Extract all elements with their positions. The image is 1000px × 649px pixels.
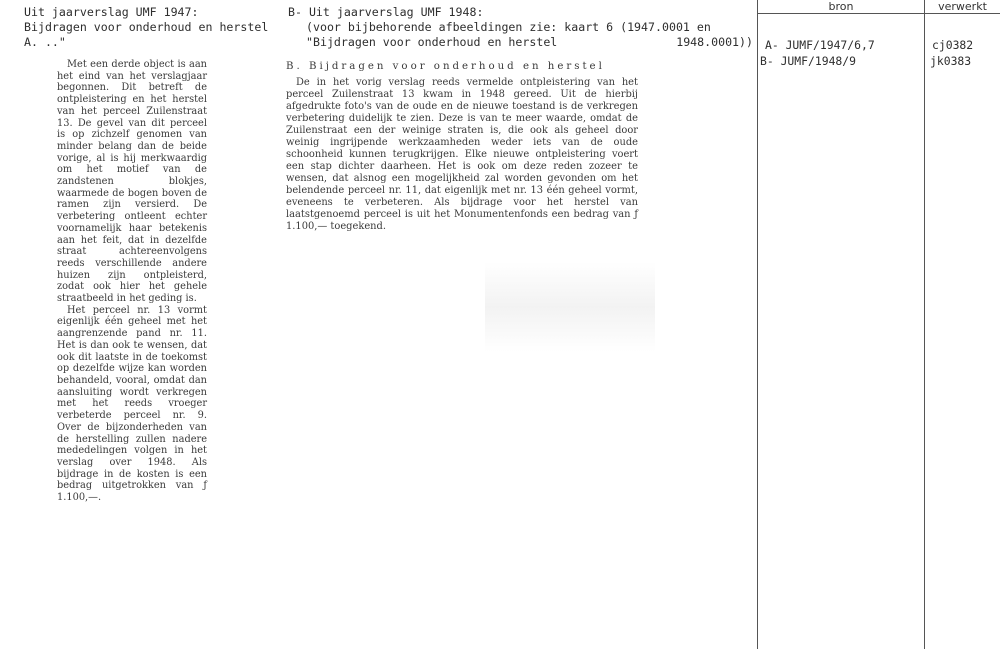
column-divider-verwerkt	[924, 0, 925, 649]
left-heading	[24, 5, 284, 50]
section-title: B. Bijdragen voor onderhoud en herstel	[286, 61, 605, 72]
left-column-text	[57, 59, 207, 504]
left-paragraph: Het perceel nr. 13 vormt eigenlijk één geheel met het aangrenzende pand nr. 11. Het is dan ook te wensen, dat ook dit laatste in de toekomst op dezelfde wijze kan worden behandeld, vooral, omdat dan aansluiting wordt verkregen met het reeds vroeger verbeterde perceel nr. 9. Over de bijzonderheden van de herstelling zullen nadere mededelingen volgen in het verslag over 1948. Als bijdrage in de kosten is een bedrag uitgetrokken van ƒ 1.100,—.	[57, 304, 207, 504]
middle-heading-line2: (voor bijbehorende afbeeldingen zie: kaart 6 (1947.0001 en	[306, 20, 711, 34]
processed-code-b: jk0383	[930, 54, 972, 68]
bron-column-header: bron	[828, 0, 854, 13]
scan-smudge	[485, 262, 655, 352]
middle-heading-line1: B- Uit jaarverslag UMF 1948:	[288, 5, 484, 19]
verwerkt-column-header: verwerkt	[938, 0, 987, 13]
source-ref-a: A- JUMF/1947/6,7	[765, 38, 875, 52]
middle-heading-line3-right: 1948.0001))	[676, 35, 753, 49]
source-ref-b: B- JUMF/1948/9	[760, 54, 857, 68]
left-heading-line1: Uit jaarverslag UMF 1947:	[24, 5, 199, 19]
header-underline	[757, 13, 1000, 14]
processed-code-a: cj0382	[932, 38, 974, 52]
middle-heading	[288, 5, 753, 50]
middle-paragraph: De in het vorig verslag reeds vermelde ontpleistering van het perceel Zuilenstraat 13 kwam in 1948 gereed. Uit de hierbij afgedrukte foto's van de oude en de nieuwe toestand is de verkregen verbetering duidelijk te zien. Deze is van te meer waarde, omdat de Zuilenstraat een der weinige straten is, die ook als geheel door weinig ingrijpende werkzaamheden weder iets van de oude schoonheid kunnen terugkrijgen. Elke nieuwe ontpleistering voert een stap dichter daarheen. Het is ook om deze reden zozeer te wensen, dat alsnog een mogelijkheid zal worden gevonden om het belendende perceel nr. 11, dat eigenlijk met nr. 13 één geheel vormt, eveneens te verbeteren. Als bijdrage voor het herstel van laatstgenoemd perceel is uit het Monumentenfonds een bedrag van ƒ 1.100,— toegekend.	[286, 77, 638, 232]
middle-heading-line3-left: "Bijdragen voor onderhoud en herstel	[306, 35, 558, 49]
middle-column-text	[286, 77, 638, 233]
column-divider-bron	[757, 0, 758, 649]
middle-heading-line3	[288, 35, 753, 50]
left-heading-line3: A. .."	[24, 35, 66, 49]
left-paragraph: Met een derde object is aan het eind van het verslagjaar begonnen. Dit betreft de ontpleistering en het herstel van het perceel Zuilenstraat 13. De gevel van dit perceel is op zichzelf genomen van minder belang dan de beide vorige, al is hij merkwaardig om het motief van de zandstenen blokjes, waarmede de bogen boven de ramen zijn versierd. De verbetering ontleent echter voornamelijk haar betekenis aan het feit, dat in dezelfde straat achtereenvolgens reeds verschillende andere huizen zijn ontpleisterd, zodat ook hier het gehele straatbeeld in het geding is.	[57, 59, 207, 305]
left-heading-line2: Bijdragen voor onderhoud en herstel	[24, 20, 269, 34]
